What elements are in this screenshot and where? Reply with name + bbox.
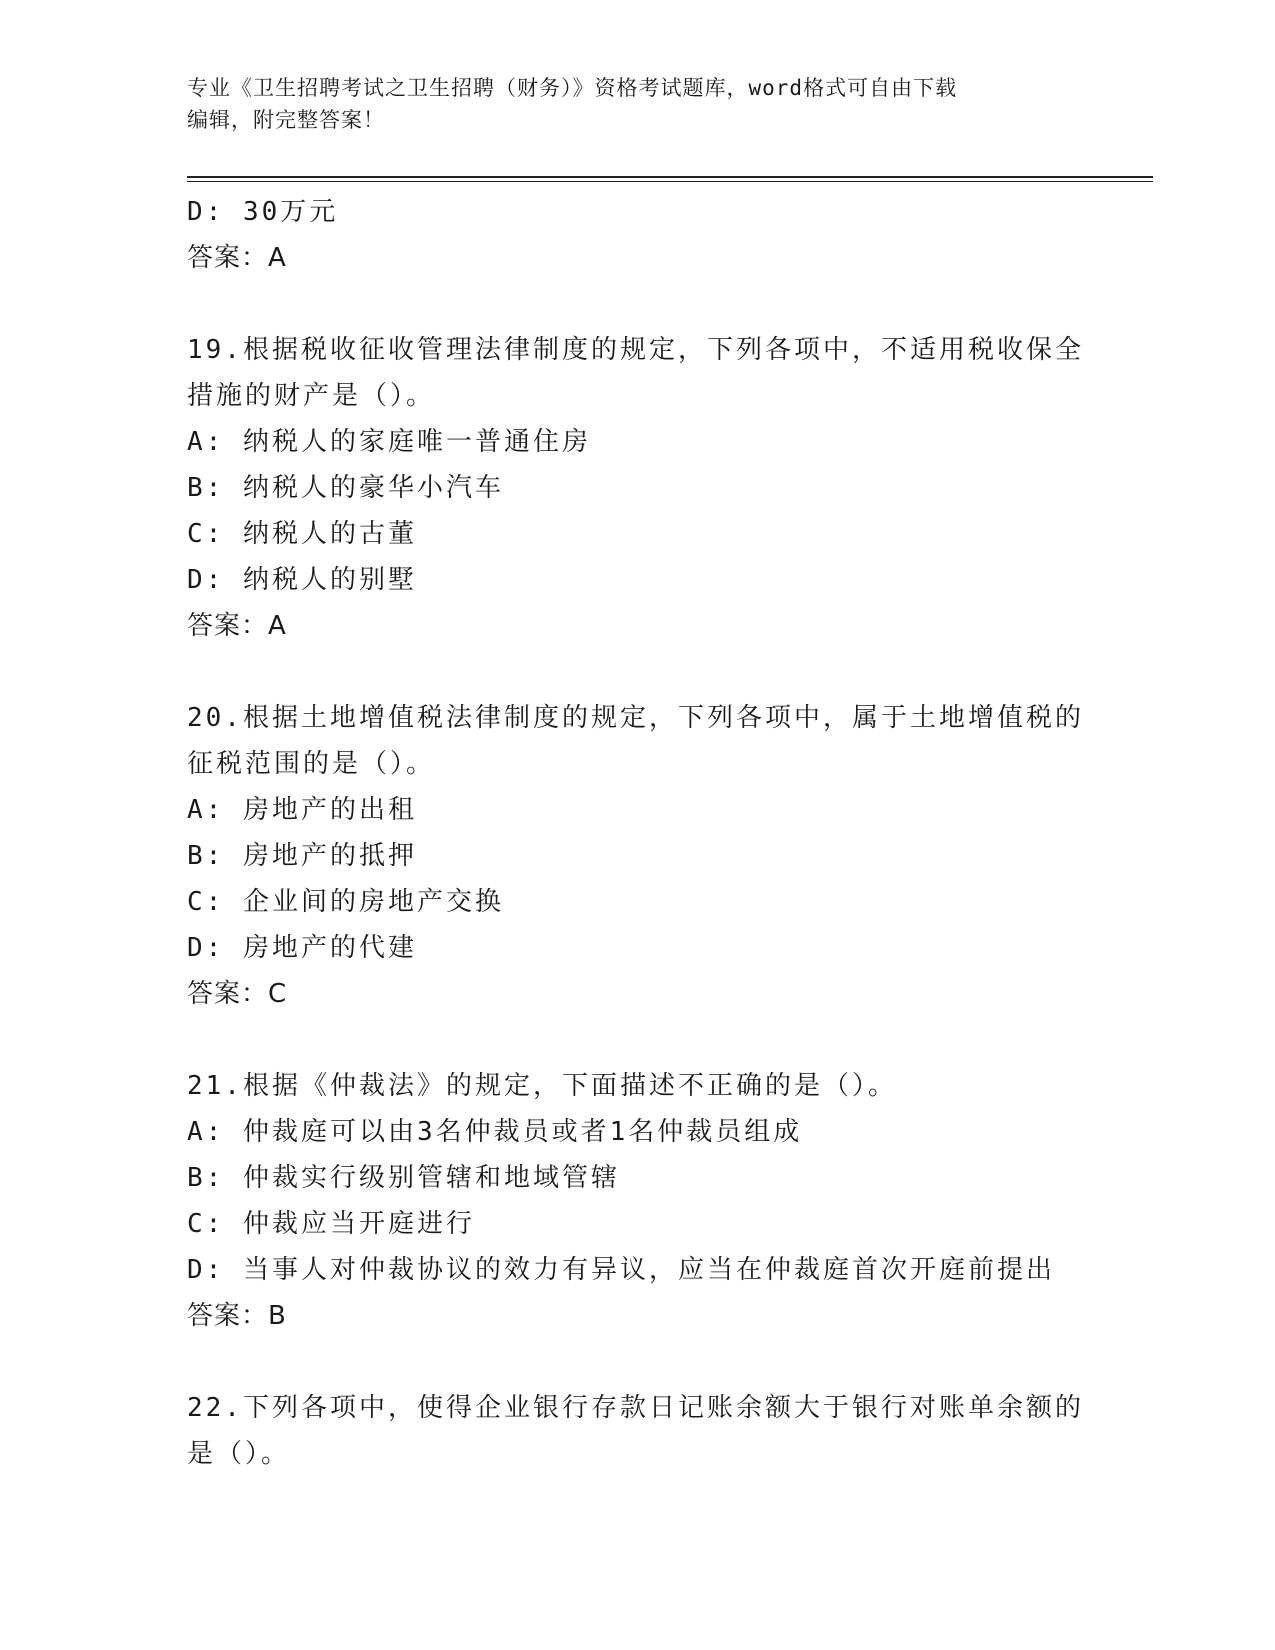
spacer bbox=[187, 649, 1087, 695]
document-header bbox=[187, 72, 1087, 136]
option-b: B: 房地产的抵押 bbox=[187, 841, 417, 871]
answer-line: 答案：C bbox=[187, 979, 288, 1009]
question-stem: 征税范围的是（）。 bbox=[187, 749, 436, 779]
spacer bbox=[187, 1017, 1087, 1063]
option-c: C: 纳税人的古董 bbox=[187, 519, 417, 549]
question-19 bbox=[187, 327, 1087, 649]
answer-line: 答案：A bbox=[187, 243, 287, 273]
question-22 bbox=[187, 1385, 1087, 1477]
question-stem: 20.根据土地增值税法律制度的规定，下列各项中，属于土地增值税的 bbox=[187, 703, 1084, 733]
question-stem: 22.下列各项中，使得企业银行存款日记账余额大于银行对账单余额的 bbox=[187, 1393, 1084, 1423]
option-d: D: 当事人对仲裁协议的效力有异议，应当在仲裁庭首次开庭前提出 bbox=[187, 1255, 1055, 1285]
question-stem: 21.根据《仲裁法》的规定，下面描述不正确的是（）。 bbox=[187, 1071, 897, 1101]
question-21 bbox=[187, 1063, 1087, 1339]
option-d: D: 纳税人的别墅 bbox=[187, 565, 417, 595]
header-divider bbox=[187, 176, 1153, 182]
option-b: B: 仲裁实行级别管辖和地域管辖 bbox=[187, 1163, 620, 1193]
option-a: A: 仲裁庭可以由3名仲裁员或者1名仲裁员组成 bbox=[187, 1117, 803, 1147]
question-stem: 19.根据税收征收管理法律制度的规定，下列各项中，不适用税收保全 bbox=[187, 335, 1084, 365]
spacer bbox=[187, 1339, 1087, 1385]
answer-line: 答案：B bbox=[187, 1301, 287, 1331]
document-body bbox=[187, 189, 1087, 1477]
option-b: B: 纳税人的豪华小汽车 bbox=[187, 473, 504, 503]
question-stem: 措施的财产是（）。 bbox=[187, 381, 436, 411]
answer-line: 答案：A bbox=[187, 611, 287, 641]
question-stem: 是（）。 bbox=[187, 1439, 291, 1469]
header-line-2: 编辑，附完整答案！ bbox=[187, 108, 385, 132]
option-a: A: 纳税人的家庭唯一普通住房 bbox=[187, 427, 591, 457]
option-d: D: 房地产的代建 bbox=[187, 933, 417, 963]
question-20 bbox=[187, 695, 1087, 1017]
option-c: C: 企业间的房地产交换 bbox=[187, 887, 504, 917]
header-line-1: 专业《卫生招聘考试之卫生招聘（财务）》资格考试题库，word格式可自由下载 bbox=[187, 76, 958, 100]
option-a: A: 房地产的出租 bbox=[187, 795, 417, 825]
option-d: D: 30万元 bbox=[187, 197, 339, 227]
spacer bbox=[187, 281, 1087, 327]
prev-question-tail bbox=[187, 189, 1087, 281]
option-c: C: 仲裁应当开庭进行 bbox=[187, 1209, 475, 1239]
